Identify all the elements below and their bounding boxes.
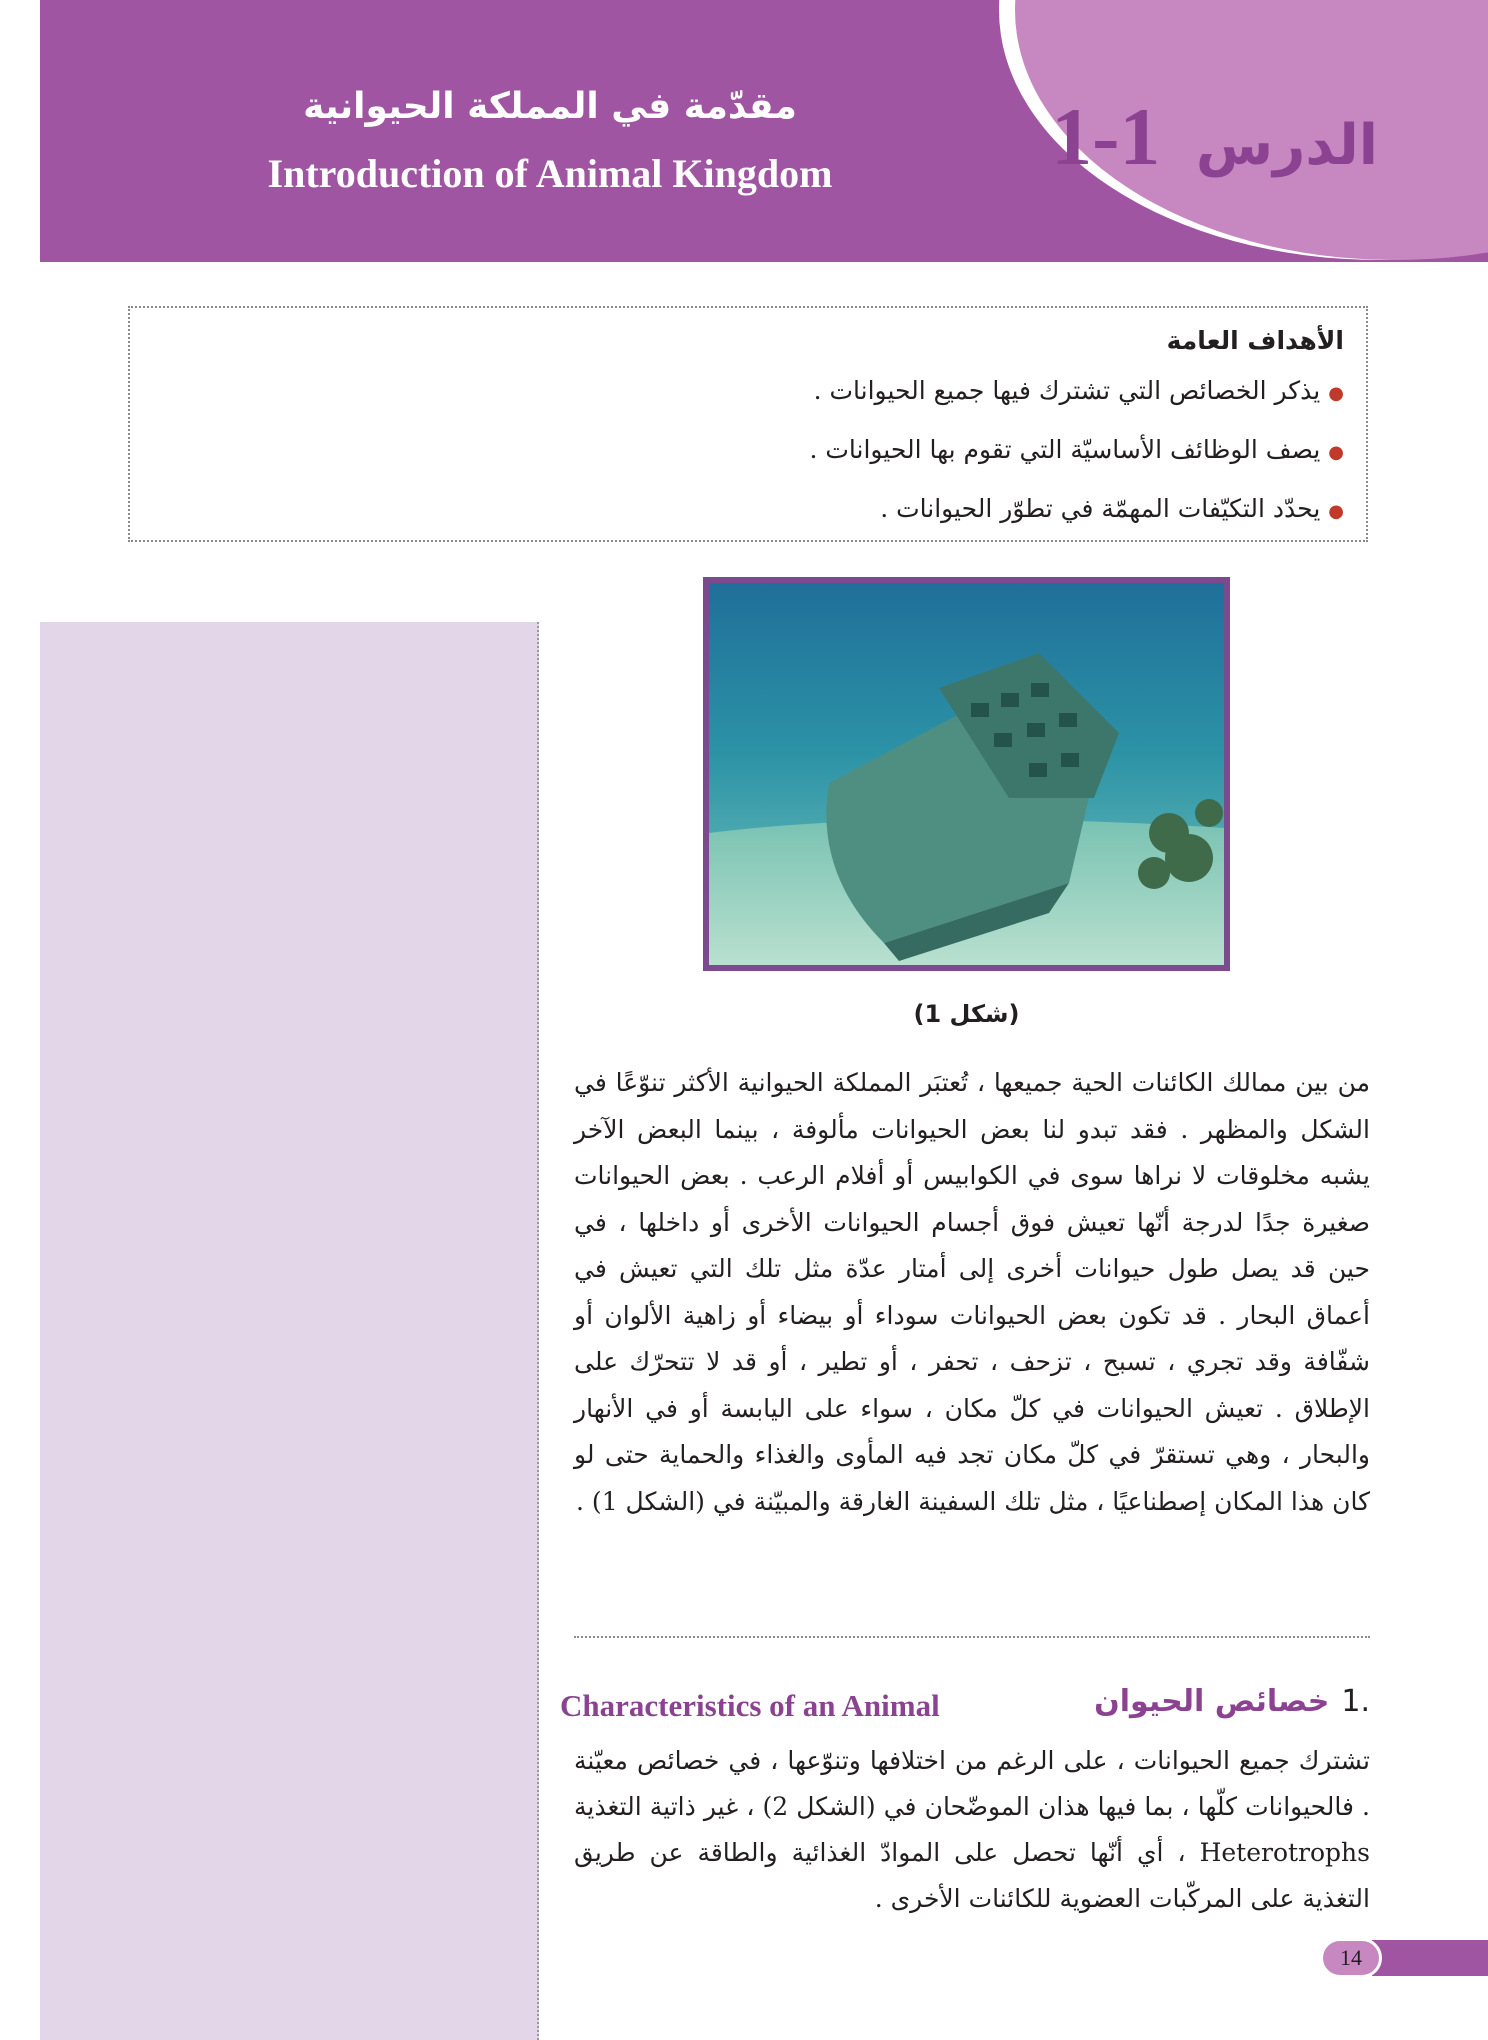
page-number: 14 — [1320, 1938, 1382, 1978]
bullet-icon: ● — [1328, 383, 1344, 404]
lesson-label — [1051, 90, 1378, 184]
intro-paragraph: من بين ممالك الكائنات الحية جميعها ، تُعتبَر المملكة الحيوانية الأكثر تنوّعًا في الشكل والمظهر . فقد تبدو لنا بعض الحيوانات مألوفة ، بينما البعض الآخر يشبه مخلوقات لا نراها سوى في الكوابيس أو أفلام الرعب . بعض الحيوانات صغيرة جدًا لدرجة أنّها تعيش فوق أجسام الحيوانات الأخرى أو داخلها ، في حين قد يصل طول حيوانات أخرى إلى أمتار عدّة مثل تلك التي تعيش في أعماق البحار . قد تكون بعض الحيوانات سوداء أو بيضاء أو زاهية الألوان أو شفّافة وقد تجري ، تسبح ، تزحف ، تحفر ، أو تطير ، أو قد لا تتحرّك على الإطلاق . تعيش الحيوانات في كلّ مكان ، سواء على اليابسة أو في الأنهار والبحار ، وهي تستقرّ في كلّ مكان تجد فيه المأوى والغذاء والحماية حتى لو كان هذا المكان إصطناعيًا ، مثل تلك السفينة الغارقة والمبيّنة في (الشكل 1) . — [574, 1068, 1370, 1516]
objective-item: ●يصف الوظائف الأساسيّة التي تقوم بها الحيوانات . — [809, 435, 1344, 464]
bullet-icon: ● — [1328, 501, 1344, 522]
objective-item: ●يذكر الخصائص التي تشترك فيها جميع الحيوانات . — [813, 376, 1344, 405]
section-divider — [574, 1636, 1370, 1638]
page-title-english: Introduction of Animal Kingdom — [267, 151, 833, 196]
lesson-number: 1-1 — [1051, 91, 1161, 182]
section-paragraph: تشترك جميع الحيوانات ، على الرغم من اختلافها وتنوّعها ، في خصائص معيّنة . فالحيوانات كلّها ، بما فيها هذان الموضّحان في (الشكل 2) ، غير ذاتية التغذية Heterotrophs ، أي أنّها تحصل على الموادّ الغذائية والطاقة عن طريق التغذية على المركّبات العضوية للكائنات الأخرى . — [574, 1746, 1371, 1913]
page-title-arabic: مقدّمة في المملكة الحيوانية — [303, 86, 797, 127]
objectives-box — [128, 306, 1368, 542]
side-notes-panel — [40, 622, 539, 2040]
figure-shipwreck-photo — [703, 577, 1230, 971]
objectives-heading: الأهداف العامة — [1166, 326, 1344, 355]
objective-item: ●يحدّد التكيّفات المهمّة في تطوّر الحيوانات . — [880, 494, 1344, 523]
shipwreck-illustration — [709, 583, 1224, 965]
bullet-icon: ● — [1328, 442, 1344, 463]
lesson-word: الدرس — [1195, 113, 1378, 178]
figure-caption: (شكل 1) — [913, 1000, 1020, 1028]
section-title-arabic: .1خصائص الحيوان — [1094, 1684, 1370, 1719]
section-title-english: Characteristics of an Animal — [560, 1688, 940, 1723]
page-number-bar — [1372, 1940, 1488, 1976]
section-number: .1 — [1341, 1684, 1370, 1719]
section-heading — [560, 1680, 1370, 1730]
